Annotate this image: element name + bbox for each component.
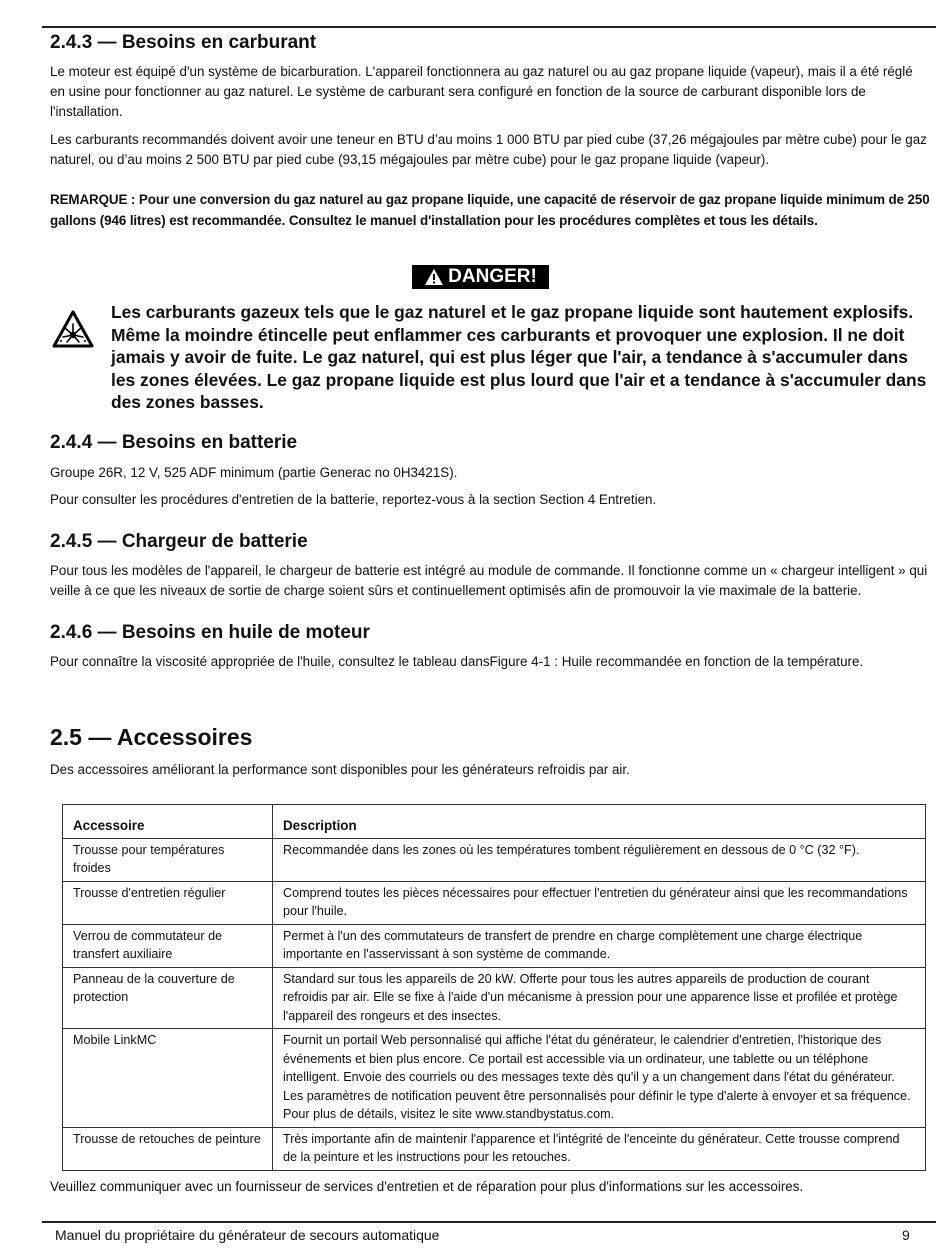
accessory-name: Trousse de retouches de peinture <box>63 1127 273 1170</box>
section-heading-2-4-5: 2.4.5 — Chargeur de batterie <box>50 531 308 552</box>
fuel-paragraph-1: Le moteur est équipé d'un système de bicarburation. L'appareil fonctionnera au gaz naturel ou au gaz propane liquide (vapeur), mais il a été réglé en usine pour fonctionner au gaz naturel. Le système de carburant sera configuré en fonction de la source de carburant disponible lors de l'installation. <box>50 64 913 119</box>
accessory-description: Comprend toutes les pièces nécessaires pour effectuer l'entretien du générateur ainsi que les recommandations pour l'huile. <box>273 881 926 924</box>
accessory-name: Panneau de la couverture de protection <box>63 967 273 1029</box>
top-rule <box>42 26 936 28</box>
column-header-accessory: Accessoire <box>63 805 273 839</box>
table-row <box>63 1029 926 1128</box>
accessories-intro: Des accessoires améliorant la performance sont disponibles pour les générateurs refroidis par air. <box>50 762 630 777</box>
accessory-name: Trousse pour températures froides <box>63 838 273 881</box>
fuel-paragraph-2: Les carburants recommandés doivent avoir une teneur en BTU d’au moins 1 000 BTU par pied cube (37,26 mégajoules par mètre cube) pour le gaz naturel, ou d’au moins 2 500 BTU par pied cube (93,15 mégajoules par mètre cube) pour le gaz propane liquide (vapeur). <box>50 132 927 167</box>
danger-label: DANGER! <box>448 266 537 287</box>
explosion-hazard-icon <box>52 310 94 348</box>
fuel-note: REMARQUE : Pour une conversion du gaz naturel au gaz propane liquide, une capacité de réservoir de gaz propane liquide minimum de 250 gallons (946 litres) est recommandée. Consultez le manuel d'installation pour les procédures complètes et tous les détails. <box>50 192 930 228</box>
column-header-description: Description <box>273 805 926 839</box>
page-number: 9 <box>902 1227 910 1243</box>
accessory-description: Fournit un portail Web personnalisé qui affiche l'état du générateur, le calendrier d'entretien, l'historique des événements et bien plus encore. Ce portail est accessible via un ordinateur, une tablette ou un téléphone intelligent. Envoie des courriels ou des messages texte dès qu'il y a un changement dans l'état du générateur. Les paramètres de notification peuvent être personnalisés pour définir le type d'alerte à envoyer et sa fréquence. Pour plus de détails, visitez le site www.standbystatus.com. <box>273 1029 926 1128</box>
section-heading-2-4-4: 2.4.4 — Besoins en batterie <box>50 432 298 453</box>
section-heading-2-4-6: 2.4.6 — Besoins en huile de moteur <box>50 622 370 643</box>
oil-paragraph: Pour connaître la viscosité appropriée de l'huile, consultez le tableau dansFigure 4-1 : Huile recommandée en fonction de la température. <box>50 654 864 669</box>
accessory-description: Standard sur tous les appareils de 20 kW. Offerte pour tous les autres appareils de production de courant refroidis par air. Elle se fixe à l'aide d'un mécanisme à pression pour une apparence lisse et profilée et protège l'appareil des rongeurs et des insectes. <box>273 967 926 1029</box>
battery-paragraph-1: Groupe 26R, 12 V, 525 ADF minimum (partie Generac no 0H3421S). <box>50 465 458 480</box>
battery-paragraph-2: Pour consulter les procédures d'entretien de la batterie, reportez-vous à la section Section 4 Entretien. <box>50 492 657 507</box>
accessory-description: Très importante afin de maintenir l'apparence et l'intégrité de l'enceinte du générateur. Cette trousse comprend de la peinture et les instructions pour les retouches. <box>273 1127 926 1170</box>
charger-paragraph: Pour tous les modèles de l'appareil, le chargeur de batterie est intégré au module de commande. Il fonctionne comme un « chargeur intelligent » qui veille à ce que les niveaux de sortie de charge soient sûrs et continuellement optimisés afin de promouvoir la vie maximale de la batterie. <box>50 563 928 598</box>
table-row <box>63 881 926 924</box>
danger-message: Les carburants gazeux tels que le gaz naturel et le gaz propane liquide sont hautement explosifs. Même la moindre étincelle peut enflammer ces carburants et provoquer une explosion. Il ne doit jamais y avoir de fuite. Le gaz naturel, qui est plus léger que l'air, a tendance à s'accumuler dans les zones élevées. Le gaz propane liquide est plus lourd que l'air et a tendance à s'accumuler dans des zones basses. <box>111 302 927 412</box>
section-heading-2-5: 2.5 — Accessoires <box>50 724 253 750</box>
accessory-name: Trousse d'entretien régulier <box>63 881 273 924</box>
danger-badge <box>412 265 549 289</box>
table-header-row <box>63 805 926 839</box>
accessory-name: Verrou de commutateur de transfert auxiliaire <box>63 924 273 967</box>
footer-title: Manuel du propriétaire du générateur de secours automatique <box>55 1227 440 1243</box>
section-heading-2-4-3: 2.4.3 — Besoins en carburant <box>50 32 317 53</box>
accessory-name: Mobile LinkMC <box>63 1029 273 1128</box>
accessories-table <box>62 804 926 1171</box>
table-row <box>63 838 926 881</box>
accessory-description: Permet à l'un des commutateurs de transfert de prendre en charge complètement une charge électrique importante en l'asservissant à son système de commande. <box>273 924 926 967</box>
table-row <box>63 967 926 1029</box>
accessories-outro: Veuillez communiquer avec un fournisseur de services d'entretien et de réparation pour plus d'informations sur les accessoires. <box>50 1179 804 1194</box>
accessory-description: Recommandée dans les zones où les températures tombent régulièrement en dessous de 0 °C (32 °F). <box>273 838 926 881</box>
bottom-rule <box>42 1221 936 1223</box>
warning-triangle-icon <box>424 268 444 286</box>
table-row <box>63 924 926 967</box>
table-row <box>63 1127 926 1170</box>
